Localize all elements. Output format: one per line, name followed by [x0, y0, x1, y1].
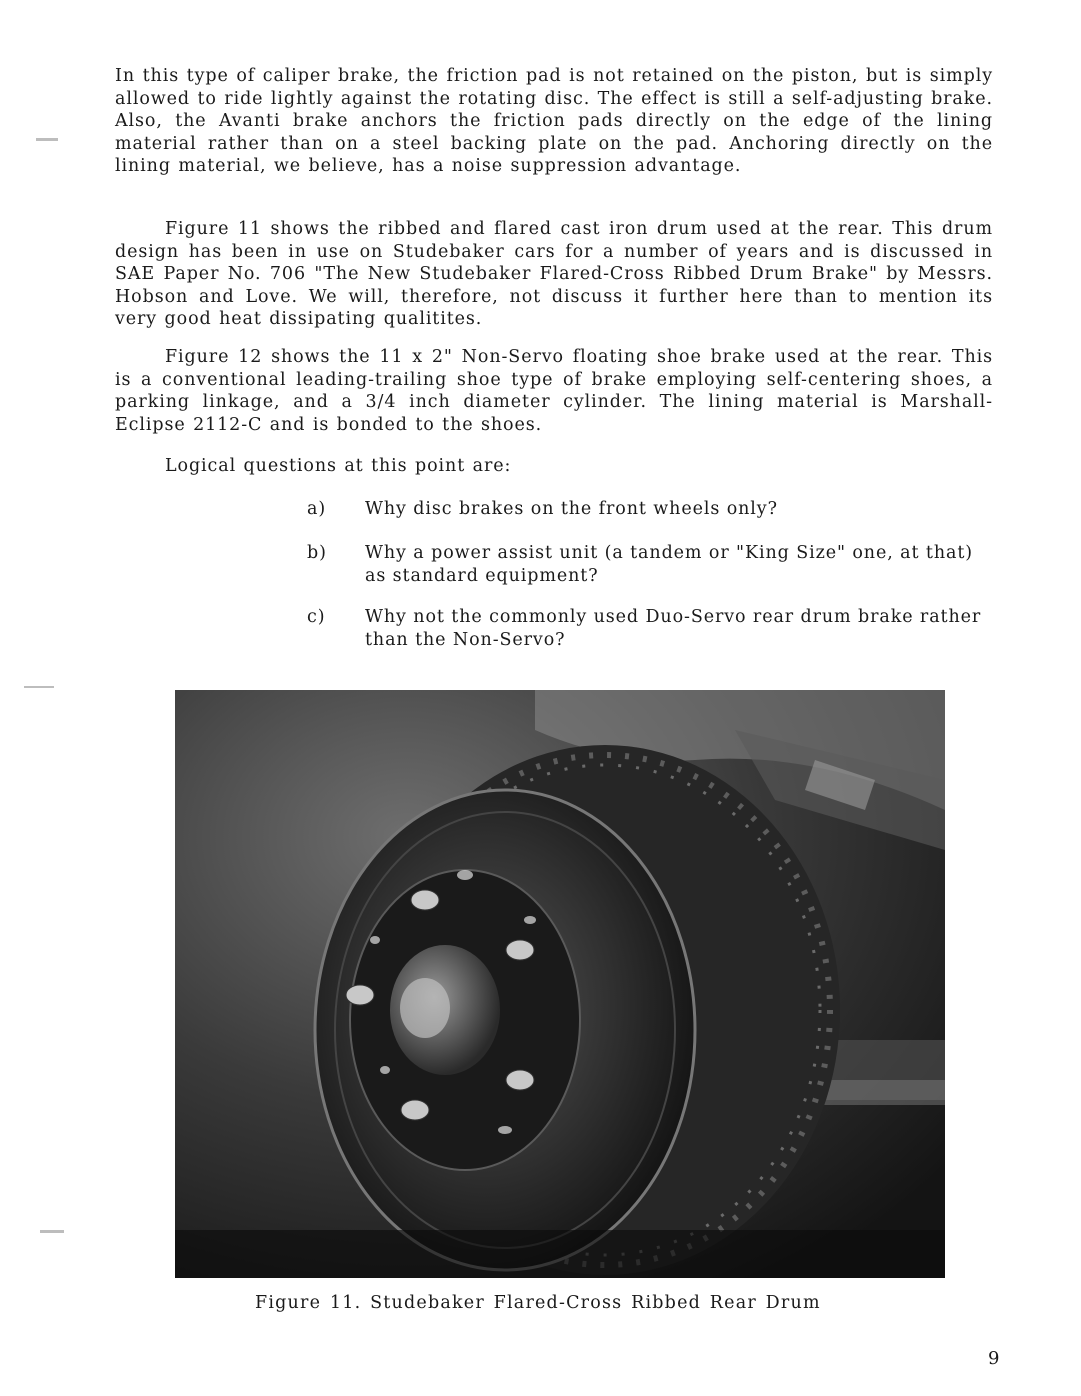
scan-artifact: [36, 138, 58, 141]
question-item: [307, 498, 987, 521]
paragraph-figure-12: Figure 12 shows the 11 x 2" Non-Servo floating shoe brake used at the rear. This is a conventional leading-trailing shoe type of brake employing self-centering shoes, a parking linkage, and a 3/4 inch diameter cylinder. The lining material is Marshall-Eclipse 2112-C and is bonded to the shoes.: [115, 347, 993, 435]
question-letter: a): [307, 499, 327, 519]
paragraph-logical-questions: Logical questions at this point are:: [165, 456, 512, 476]
question-item: [307, 542, 987, 587]
question-text: Why disc brakes on the front wheels only?: [365, 499, 778, 519]
figure-caption: Figure 11. Studebaker Flared-Cross Ribbed Rear Drum: [255, 1293, 821, 1313]
page-number: 9: [988, 1348, 1000, 1369]
question-text: Why not the commonly used Duo-Servo rear drum brake rather than the Non-Servo?: [365, 607, 982, 650]
figure-11-photo: [175, 690, 945, 1278]
scan-artifact: [40, 1230, 64, 1233]
paragraph-caliper-brake: In this type of caliper brake, the friction pad is not retained on the piston, but is simply allowed to ride lightly against the rotating disc. The effect is still a self-adjusting brake. Also, the Avanti brake anchors the friction pads directly on the edge of the lining material rather than on a steel backing plate on the pad. Anchoring directly on the lining material, we believe, has a noise suppression advantage.: [115, 66, 993, 176]
question-letter: b): [307, 543, 327, 563]
paragraph-figure-11: Figure 11 shows the ribbed and flared cast iron drum used at the rear. This drum design has been in use on Studebaker cars for a number of years and is discussed in SAE Paper No. 706 "The New Studebaker Flared-Cross Ribbed Drum Brake" by Messrs. Hobson and Love. We will, therefore, not discuss it further here than to mention its very good heat dissipating qualitites.: [115, 219, 993, 329]
question-text: Why a power assist unit (a tandem or "King Size" one, at that) as standard equipment?: [365, 543, 973, 586]
question-letter: c): [307, 607, 326, 627]
scan-artifact: [24, 686, 54, 688]
question-item: [307, 606, 987, 651]
